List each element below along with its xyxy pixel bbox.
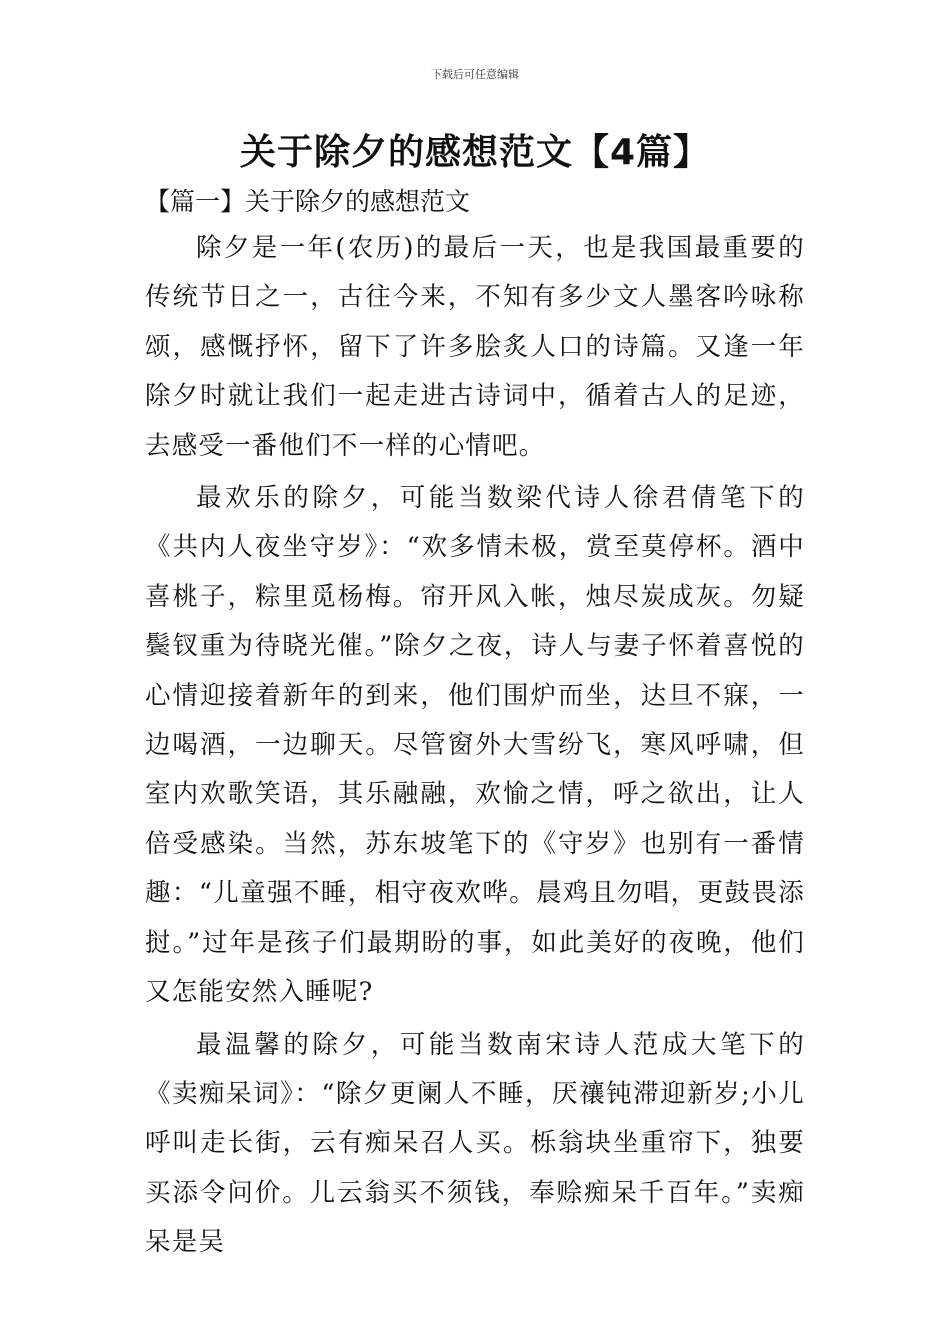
section-heading: 【篇一】关于除夕的感想范文 xyxy=(145,187,471,216)
paragraph-2: 最欢乐的除夕，可能当数梁代诗人徐君倩笔下的《共内人夜坐守岁》：“欢多情未极，赏至莫停杯。酒中喜桃子，粽里觅杨梅。帘开风入帐，烛尽炭成灰。勿疑鬓钗重为待晓光催。”除夕之夜，诗人与妻子怀着喜悦的心情迎接着新年的到来，他们围炉而坐，达旦不寐，一边喝酒，一边聊天。尽管窗外大雪纷飞，寒风呼啸，但室内欢歌笑语，其乐融融，欢愉之情，呼之欲出，让人倍受感染。当然，苏东坡笔下的《守岁》也别有一番情趣：“儿童强不睡，相守夜欢哗。晨鸡且勿唱，更鼓畏添挝。”过年是孩子们最期盼的事，如此美好的夜晚，他们又怎能安然入睡呢? xyxy=(145,483,805,1008)
article-body xyxy=(145,224,805,1271)
header-note: 下载后可任意编辑 xyxy=(431,68,519,81)
paragraph-1: 除夕是一年(农历)的最后一天，也是我国最重要的传统节日之一，古往今来，不知有多少文人墨客吟咏称颂，感慨抒怀，留下了许多脍炙人口的诗篇。又逢一年除夕时就让我们一起走进古诗词中，循着古人的足迹，去感受一番他们不一样的心情吧。 xyxy=(145,233,805,461)
document-title: 关于除夕的感想范文【4篇】 xyxy=(239,132,711,173)
paragraph-3: 最温馨的除夕，可能当数南宋诗人范成大笔下的《卖痴呆词》：“除夕更阑人不睡，厌禳钝滞迎新岁;小儿呼叫走长街，云有痴呆召人买。栎翁块坐重帘下，独要买添令问价。儿云翁买不须钱，奉赊痴呆千百年。”卖痴呆是吴 xyxy=(145,1029,805,1258)
